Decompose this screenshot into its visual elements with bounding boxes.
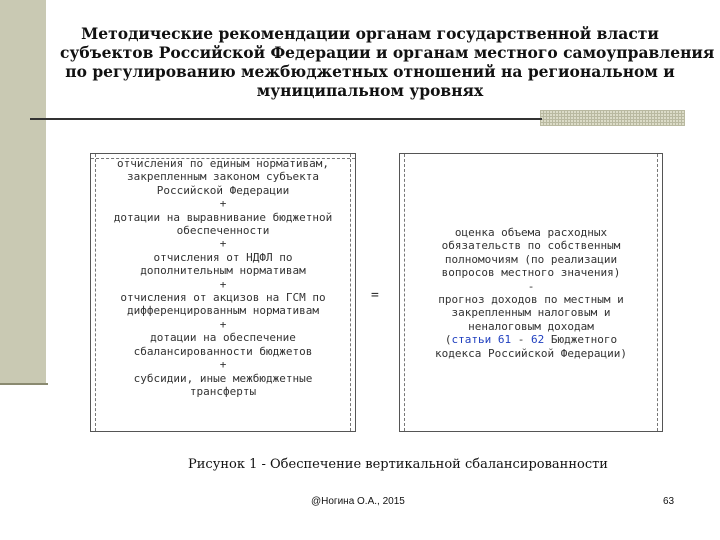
box-line: обязательств по собственным xyxy=(441,239,621,253)
box-line: сбалансированности бюджетов xyxy=(133,344,313,358)
box-line: дифференцированным нормативам xyxy=(126,304,320,318)
box-line: оценка объема расходных xyxy=(454,226,608,239)
box-line: - xyxy=(527,279,535,293)
box-line: вопросов местного значения) xyxy=(441,266,621,280)
box-line: закрепленным законом субъекта xyxy=(126,170,320,184)
slide-title xyxy=(60,24,715,100)
box-dashed-border xyxy=(657,154,658,431)
box-dashed-border xyxy=(404,154,405,431)
box-line: + xyxy=(219,277,227,291)
article-62-link[interactable]: 62 xyxy=(531,333,545,347)
side-bar-divider xyxy=(0,383,48,385)
box-line: дополнительным нормативам xyxy=(140,264,306,278)
box-line: Российской Федерации xyxy=(156,183,290,197)
equals-sign: = xyxy=(371,288,379,303)
box-line: + xyxy=(219,317,227,331)
box-line: отчисления по единым нормативам, xyxy=(117,157,329,170)
title-line: Методические рекомендации органам государственной власти xyxy=(81,24,659,43)
box-dashed-border xyxy=(350,154,351,431)
title-underline xyxy=(30,118,542,120)
box-line: дотации на обеспечение xyxy=(150,331,296,345)
box-line: + xyxy=(219,237,227,251)
box-line: трансферты xyxy=(189,384,257,398)
box-line: отчисления от акцизов на ГСМ по xyxy=(120,291,326,305)
box-line: закрепленным налоговым и xyxy=(451,306,611,320)
code-reference-line xyxy=(406,333,656,346)
box-line: дотации на выравнивание бюджетной xyxy=(113,210,333,224)
page-number: 63 xyxy=(663,496,675,507)
balance-box xyxy=(399,153,663,432)
ref-dash: - xyxy=(511,333,531,347)
article-61-link[interactable]: статьи 61 xyxy=(451,333,512,347)
box-line: субсидии, иные межбюджетные xyxy=(133,371,313,385)
box-line: неналоговым доходам xyxy=(468,319,594,333)
title-line: по регулированию межбюджетных отношений на региональном и xyxy=(65,62,675,81)
box-line: полномочиям (по реализации xyxy=(444,252,618,266)
code-reference-last-line: кодекса Российской Федерации) xyxy=(434,346,628,360)
ref-rest: Бюджетного xyxy=(544,333,618,347)
box-line: отчисления от НДФЛ по xyxy=(153,250,293,264)
ref-open-paren: ( xyxy=(444,333,452,347)
footer-author: @Ногина О.А., 2015 xyxy=(311,496,405,507)
box-dashed-border xyxy=(95,154,96,431)
resources-box xyxy=(90,153,356,432)
resources-list xyxy=(97,157,349,398)
title-line: субъектов Российской Федерации и органам местного самоуправления xyxy=(60,43,715,62)
balance-list xyxy=(406,226,656,360)
box-line: обеспеченности xyxy=(176,224,270,238)
figure-caption: Рисунок 1 - Обеспечение вертикальной сбалансированности xyxy=(188,457,608,472)
box-line: + xyxy=(219,358,227,372)
decorative-side-bar xyxy=(0,0,46,383)
box-line: + xyxy=(219,197,227,211)
decorative-hatch-block xyxy=(540,110,685,126)
box-line: прогноз доходов по местным и xyxy=(438,293,624,307)
title-line: муниципальном уровнях xyxy=(256,81,484,100)
balance-lines xyxy=(406,226,656,333)
